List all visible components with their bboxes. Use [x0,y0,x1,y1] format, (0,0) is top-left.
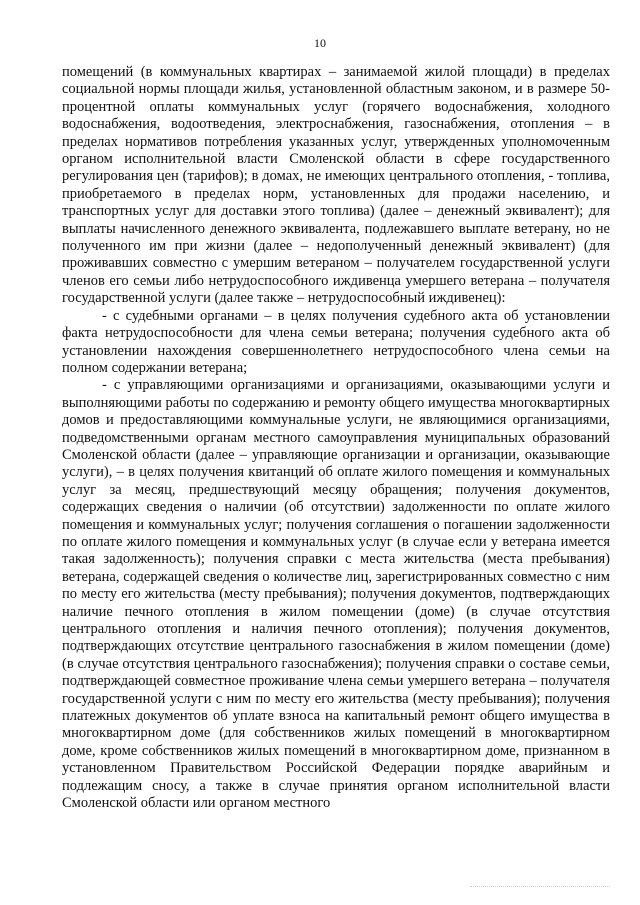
page-number: 10 [314,36,326,50]
paragraph: помещений (в коммунальных квартирах – занимаемой жилой площади) в пределах социальной нормы площади жилья, установленной областным законом, и в размере 50-процентной оплаты коммунальных услуг (горячего водоснабжения, холодного водоснабжения, водоотведения, электроснабжения, газоснабжения, отопления – в пределах нормативов потребления указанных услуг, утвержденных уполномоченным органом исполнительной власти Смоленской области в сфере государственного регулирования цен (тарифов); в домах, не имеющих центрального отопления, - топлива, приобретаемого в пределах норм, установленных для продажи населению, и транспортных услуг для доставки этого топлива) (далее – денежный эквивалент); для выплаты начисленного денежного эквивалента, подлежавшего выплате ветерану, но не полученного им при жизни (далее – недополученный денежный эквивалент) (для проживавших совместно с умершим ветераном – получателем государственной услуги членов его семьи либо нетрудоспособного иждивенца умершего ветерана – получателя государственной услуги (далее также – нетрудоспособный иждивенец): [62,64,610,307]
document-body [62,64,610,812]
paragraph: - с управляющими организациями и организациями, оказывающими услуги и выполняющими работы по содержанию и ремонту общего имущества многоквартирных домов и предоставляющими коммунальные услуги, не являющимися организациями, подведомственными органам местного самоуправления муниципальных образований Смоленской области (далее – управляющие организации и организации, оказывающие услуги), – в целях получения квитанций об оплате жилого помещения и коммунальных услуг за месяц, предшествующий месяцу обращения; получения документов, содержащих сведения о наличии (об отсутствии) задолженности по оплате жилого помещения и коммунальных услуг; получения соглашения о погашении задолженности по оплате жилого помещения и коммунальных услуг (в случае если у ветерана имеется такая задолженность); получения справки с места жительства (места пребывания) ветерана, содержащей сведения о количестве лиц, зарегистрированных совместно с ним по месту его жительства (месту пребывания); получения документов, подтверждающих наличие печного отопления в жилом помещении (доме) (в случае отсутствия центрального отопления и наличия печного отопления); получения документов, подтверждающих отсутствие центрального газоснабжения в жилом помещении (доме) (в случае отсутствия центрального газоснабжения); получения справки о составе семьи, подтверждающей совместное проживание члена семьи умершего ветерана – получателя государственной услуги с ним по месту его жительства (месту пребывания); получения платежных документов об уплате взноса на капитальный ремонт общего имущества в многоквартирном доме (для собственников жилых помещений в многоквартирном доме, кроме собственников жилых помещений в многоквартирном доме, признанном в установленном Правительством Российской Федерации порядке аварийным и подлежащим сносу, а также в случае принятия органом исполнительной власти Смоленской области или органом местного [62,377,610,812]
scan-artifact [470,880,610,887]
paragraph: - с судебными органами – в целях получения судебного акта об установлении факта нетрудоспособности для члена семьи ветерана; получения судебного акта об установлении нахождения совершеннолетнего нетрудоспособного члена семьи на полном содержании ветерана; [62,307,610,376]
